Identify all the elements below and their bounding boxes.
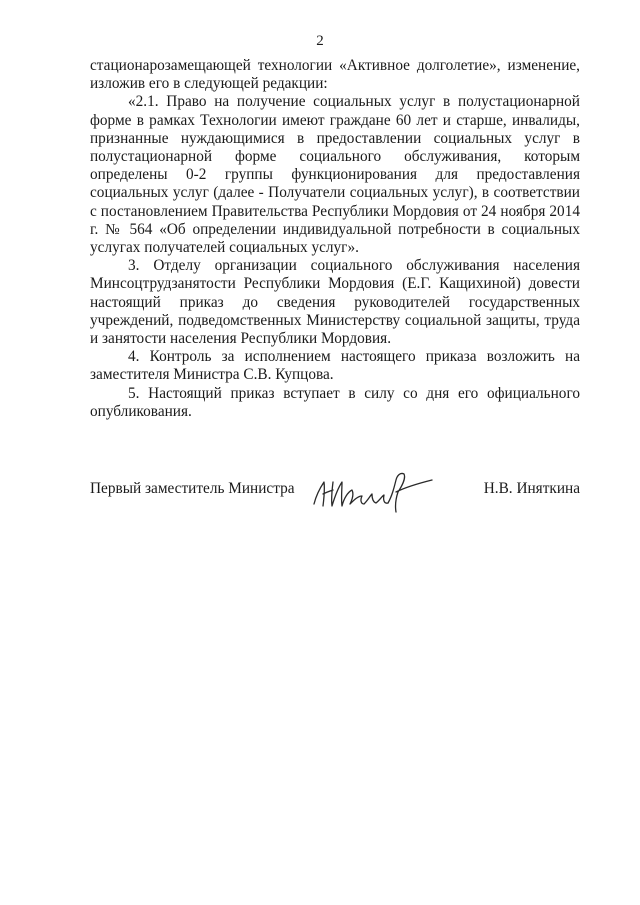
document-body xyxy=(90,57,580,421)
signatory-name: Н.В. Иняткина xyxy=(483,480,580,497)
paragraph-intro: стационарозамещающей технологии «Активное долголетие», изменение, изложив его в следующей редакции: xyxy=(90,57,580,93)
signatory-position: Первый заместитель Министра xyxy=(90,480,295,497)
handwritten-signature xyxy=(308,466,438,514)
paragraph-item-4: 4. Контроль за исполнением настоящего приказа возложить на заместителя Министра С.В. Купцова. xyxy=(90,348,580,384)
paragraph-item-5: 5. Настоящий приказ вступает в силу со дня его официального опубликования. xyxy=(90,384,580,420)
page-number: 2 xyxy=(316,33,324,49)
signature-block xyxy=(90,466,580,516)
paragraph-clause-2-1: «2.1. Право на получение социальных услуг в полустационарной форме в рамках Технологии имеют граждане 60 лет и старше, инвалиды, признанные нуждающимися в предоставлении социальных услуг в полустационарной форме социального обслуживания, которым определены 0-2 группы функционирования для предоставления социальных услуг (далее - Получатели социальных услуг), в соответствии с постановлением Правительства Республики Мордовия от 24 ноября 2014 г. № 564 «Об определении индивидуальной потребности в социальных услугах получателей социальных услуг». xyxy=(90,93,580,257)
paragraph-item-3: 3. Отделу организации социального обслуживания населения Минсоцтрудзанятости Республики Мордовия (Е.Г. Кащихиной) довести настоящий приказ до сведения руководителей государственных учреждений, подведомственных Министерству социальной защиты, труда и занятости населения Республики Мордовия. xyxy=(90,257,580,348)
